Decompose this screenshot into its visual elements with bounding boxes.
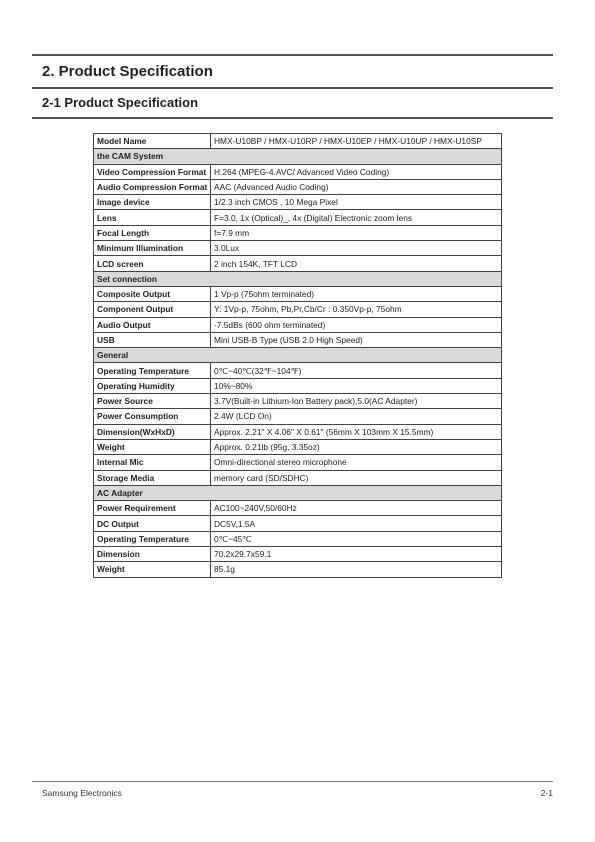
spec-value: AAC (Advanced Audio Coding) [211,179,502,194]
section-row [94,485,502,500]
spec-label: Dimension(WxHxD) [94,424,211,439]
spec-value: AC100~240V,50/60Hz [211,501,502,516]
table-row [94,225,502,240]
spec-table [93,133,502,578]
table-row [94,531,502,546]
section-label: Set connection [94,271,502,286]
spec-label: Model Name [94,134,211,149]
spec-value: 1 Vp-p (75ohm terminated) [211,286,502,301]
table-row [94,363,502,378]
footer-rule [32,781,553,782]
section-row [94,348,502,363]
spec-label: Video Compression Format [94,164,211,179]
table-row [94,195,502,210]
spec-value: f=7.9 mm [211,225,502,240]
spec-label: Weight [94,562,211,577]
spec-label: Minimum Illumination [94,241,211,256]
table-row [94,286,502,301]
spec-value: -7.5dBs (600 ohm terminated) [211,317,502,332]
spec-value: 0℃~45℃ [211,531,502,546]
section-row [94,271,502,286]
spec-value: Mini USB-B Type (USB 2.0 High Speed) [211,332,502,347]
spec-label: Operating Temperature [94,363,211,378]
section-label: AC Adapter [94,485,502,500]
spec-label: LCD screen [94,256,211,271]
spec-label: Power Requirement [94,501,211,516]
spec-label: Focal Length [94,225,211,240]
table-row [94,439,502,454]
spec-label: Storage Media [94,470,211,485]
spec-value: Y: 1Vp-p, 75ohm, Pb,Pr,Cb/Cr : 0.350Vp-p, 75ohm [211,302,502,317]
table-row [94,164,502,179]
spec-label: Power Source [94,394,211,409]
spec-label: Operating Humidity [94,378,211,393]
table-row [94,470,502,485]
section-row [94,149,502,164]
spec-label: Internal Mic [94,455,211,470]
table-row [94,547,502,562]
spec-value: H.264 (MPEG-4.AVC/ Advanced Video Coding) [211,164,502,179]
spec-value: 70.2x29.7x59.1 [211,547,502,562]
spec-label: USB [94,332,211,347]
spec-value: 1/2.3 inch CMOS , 10 Mega Pixel [211,195,502,210]
spec-label: Dimension [94,547,211,562]
spec-value: 3.7V(Built-in Lithium-Ion Battery pack),5.0(AC Adapter) [211,394,502,409]
spec-value: 2.4W (LCD On) [211,409,502,424]
spec-value: memory card (SD/SDHC) [211,470,502,485]
subtitle-rule [32,117,553,119]
spec-value: DC5V,1.5A [211,516,502,531]
spec-value: 0℃~40℃(32℉~104℉) [211,363,502,378]
footer-company: Samsung Electronics [42,788,122,798]
spec-value: Approx. 0.21lb (95g, 3.35oz) [211,439,502,454]
spec-table-body [94,134,502,578]
spec-label: Operating Temperature [94,531,211,546]
table-row [94,562,502,577]
top-rule [32,54,553,56]
page-title: 2. Product Specification [42,63,213,80]
spec-value: 10%~80% [211,378,502,393]
table-row [94,455,502,470]
table-row [94,501,502,516]
spec-value: F=3.0, 1x (Optical)_, 4x (Digital) Electronic zoom lens [211,210,502,225]
spec-label: Image device [94,195,211,210]
spec-label: Component Output [94,302,211,317]
spec-label: Lens [94,210,211,225]
table-row [94,241,502,256]
section-label: General [94,348,502,363]
table-row [94,409,502,424]
table-row [94,516,502,531]
section-title: 2-1 Product Specification [42,95,199,110]
spec-value: 3.0Lux [211,241,502,256]
table-row [94,317,502,332]
table-row [94,332,502,347]
footer-page-number: 2-1 [540,788,553,798]
spec-label: Weight [94,439,211,454]
title-rule [32,87,553,89]
spec-label: Audio Compression Format [94,179,211,194]
table-row [94,378,502,393]
spec-value: Approx. 2.21" X 4.06" X 0.61" (56mm X 103mm X 15.5mm) [211,424,502,439]
table-row [94,424,502,439]
spec-label: Audio Output [94,317,211,332]
table-row [94,256,502,271]
table-row [94,302,502,317]
spec-value: 85.1g [211,562,502,577]
spec-value: 2 inch 154K, TFT LCD [211,256,502,271]
table-row [94,394,502,409]
table-row [94,179,502,194]
table-row [94,134,502,149]
spec-label: Power Consumption [94,409,211,424]
spec-label: Composite Output [94,286,211,301]
spec-value: HMX-U10BP / HMX-U10RP / HMX-U10EP / HMX-U10UP / HMX-U10SP [211,134,502,149]
section-label: the CAM System [94,149,502,164]
table-row [94,210,502,225]
spec-value: Omni-directional stereo microphone [211,455,502,470]
spec-label: DC Output [94,516,211,531]
